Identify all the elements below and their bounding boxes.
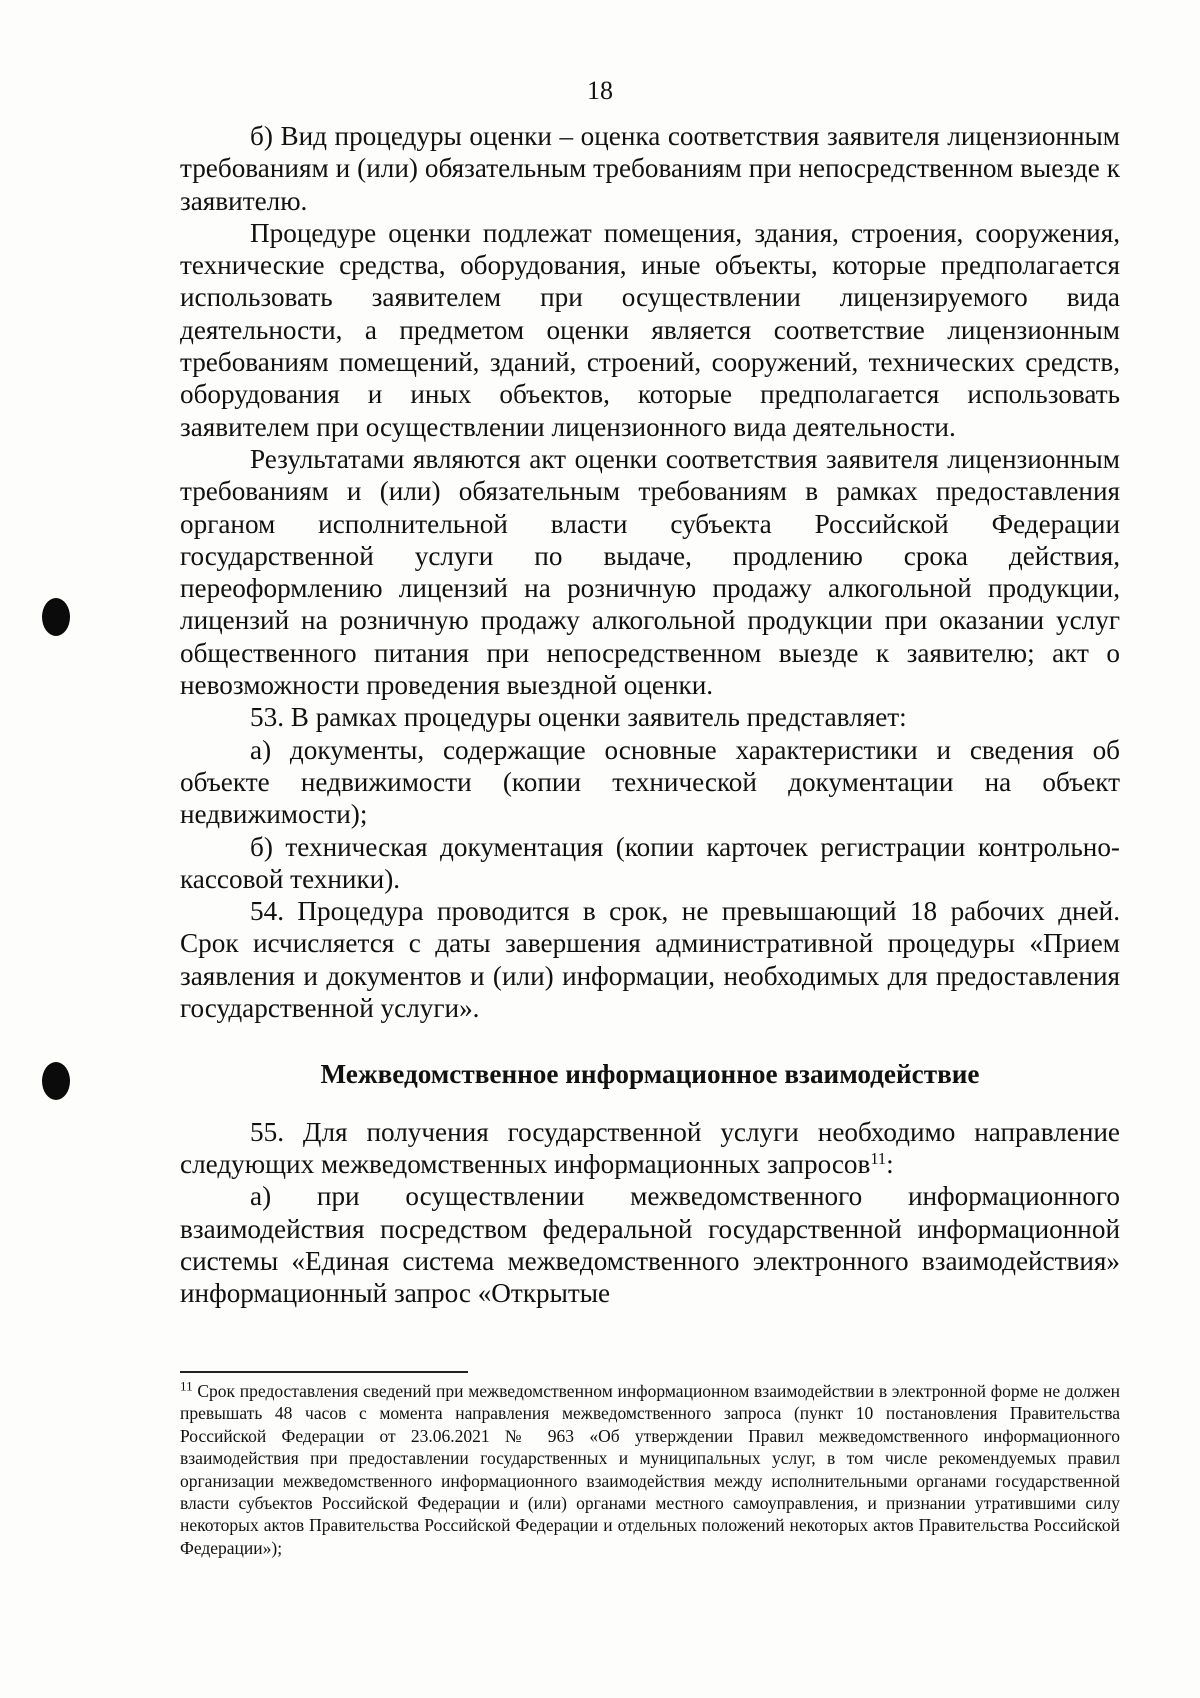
footnote-separator xyxy=(180,1371,468,1373)
paragraph-53a: а) документы, содержащие основные характеристики и сведения об объекте недвижимости (копии технической документации на объект недвижимости); xyxy=(180,734,1120,830)
paragraph-53b: б) техническая документация (копии карточек регистрации контрольно-кассовой техники). xyxy=(180,831,1120,894)
footnote-text: Срок предоставления сведений при межведомственном информационном взаимодействии в электронной форме не должен превышать 48 часов с момента направления межведомственного запроса (пункт 10 постановления Правительства Российской Федерации от 23.06.2021 № 963 «Об утверждении Правил межведомственного информационного взаимодействия при предоставлении государственных и муниципальных услуг, в том числе рекомендуемых правил организации межведомственного информационного взаимодействия между исполнительными органами государственной власти субъектов Российской Федерации и (или) органами местного самоуправления, и признании утратившими силу некоторых актов Правительства Российской Федерации и отдельных положений некоторых актов Правительства Российской Федерации»); xyxy=(180,1381,1120,1558)
paragraph-55 xyxy=(180,1116,1120,1181)
punch-hole-mark xyxy=(42,1062,70,1100)
footnote xyxy=(180,1380,1120,1559)
paragraph-55-suffix: : xyxy=(886,1148,894,1179)
footnote-reference[interactable]: 11 xyxy=(870,1148,887,1168)
paragraph-55-text: 55. Для получения государственной услуги необходимо направление следующих межведомственных информационных запросов xyxy=(180,1116,1120,1179)
paragraph-assessment-subject: Процедуре оценки подлежат помещения, здания, строения, сооружения, технические средства, оборудования, иные объекты, которые предполагается использовать заявителем при осуществлении лицензируемого вида деятельности, а предметом оценки является соответствие лицензионным требованиям помещений, зданий, строений, сооружений, технических средств, оборудования и иных объектов, которые предполагается использовать заявителем при осуществлении лицензионного вида деятельности. xyxy=(180,217,1120,442)
paragraph-assessment-results: Результатами являются акт оценки соответствия заявителя лицензионным требованиям и (или) обязательным требованиям в рамках предоставления органом исполнительной власти субъекта Российской Федерации государственной услуги по выдаче, продлению срока действия, переоформлению лицензий на розничную продажу алкогольной продукции, лицензий на розничную продажу алкогольной продукции при оказании услуг общественного питания при непосредственном выезде к заявителю; акт о невозможности проведения выездной оценки. xyxy=(180,443,1120,701)
paragraph-assessment-type: б) Вид процедуры оценки – оценка соответствия заявителя лицензионным требованиям и (или) обязательным требованиям при непосредственном выезде к заявителю. xyxy=(180,121,1120,216)
footnote-11 xyxy=(180,1380,1120,1559)
page-number: 18 xyxy=(587,76,613,105)
paragraph-55a: а) при осуществлении межведомственного информационного взаимодействия посредством федеральной государственной информационной системы «Единая система межведомственного электронного взаимодействия» информационный запрос «Открытые xyxy=(180,1181,1120,1309)
body-text xyxy=(180,120,1120,1309)
paragraph-54: 54. Процедура проводится в срок, не превышающий 18 рабочих дней. Срок исчисляется с даты завершения административной процедуры «Прием заявления и документов и (или) информации, необходимых для предоставления государственной услуги». xyxy=(180,896,1120,1024)
section-heading: Межведомственное информационное взаимодействие xyxy=(320,1059,980,1090)
paragraph-53: 53. В рамках процедуры оценки заявитель представляет: xyxy=(250,702,907,733)
footnote-marker: 11 xyxy=(180,1378,193,1394)
punch-hole-mark xyxy=(42,598,70,636)
